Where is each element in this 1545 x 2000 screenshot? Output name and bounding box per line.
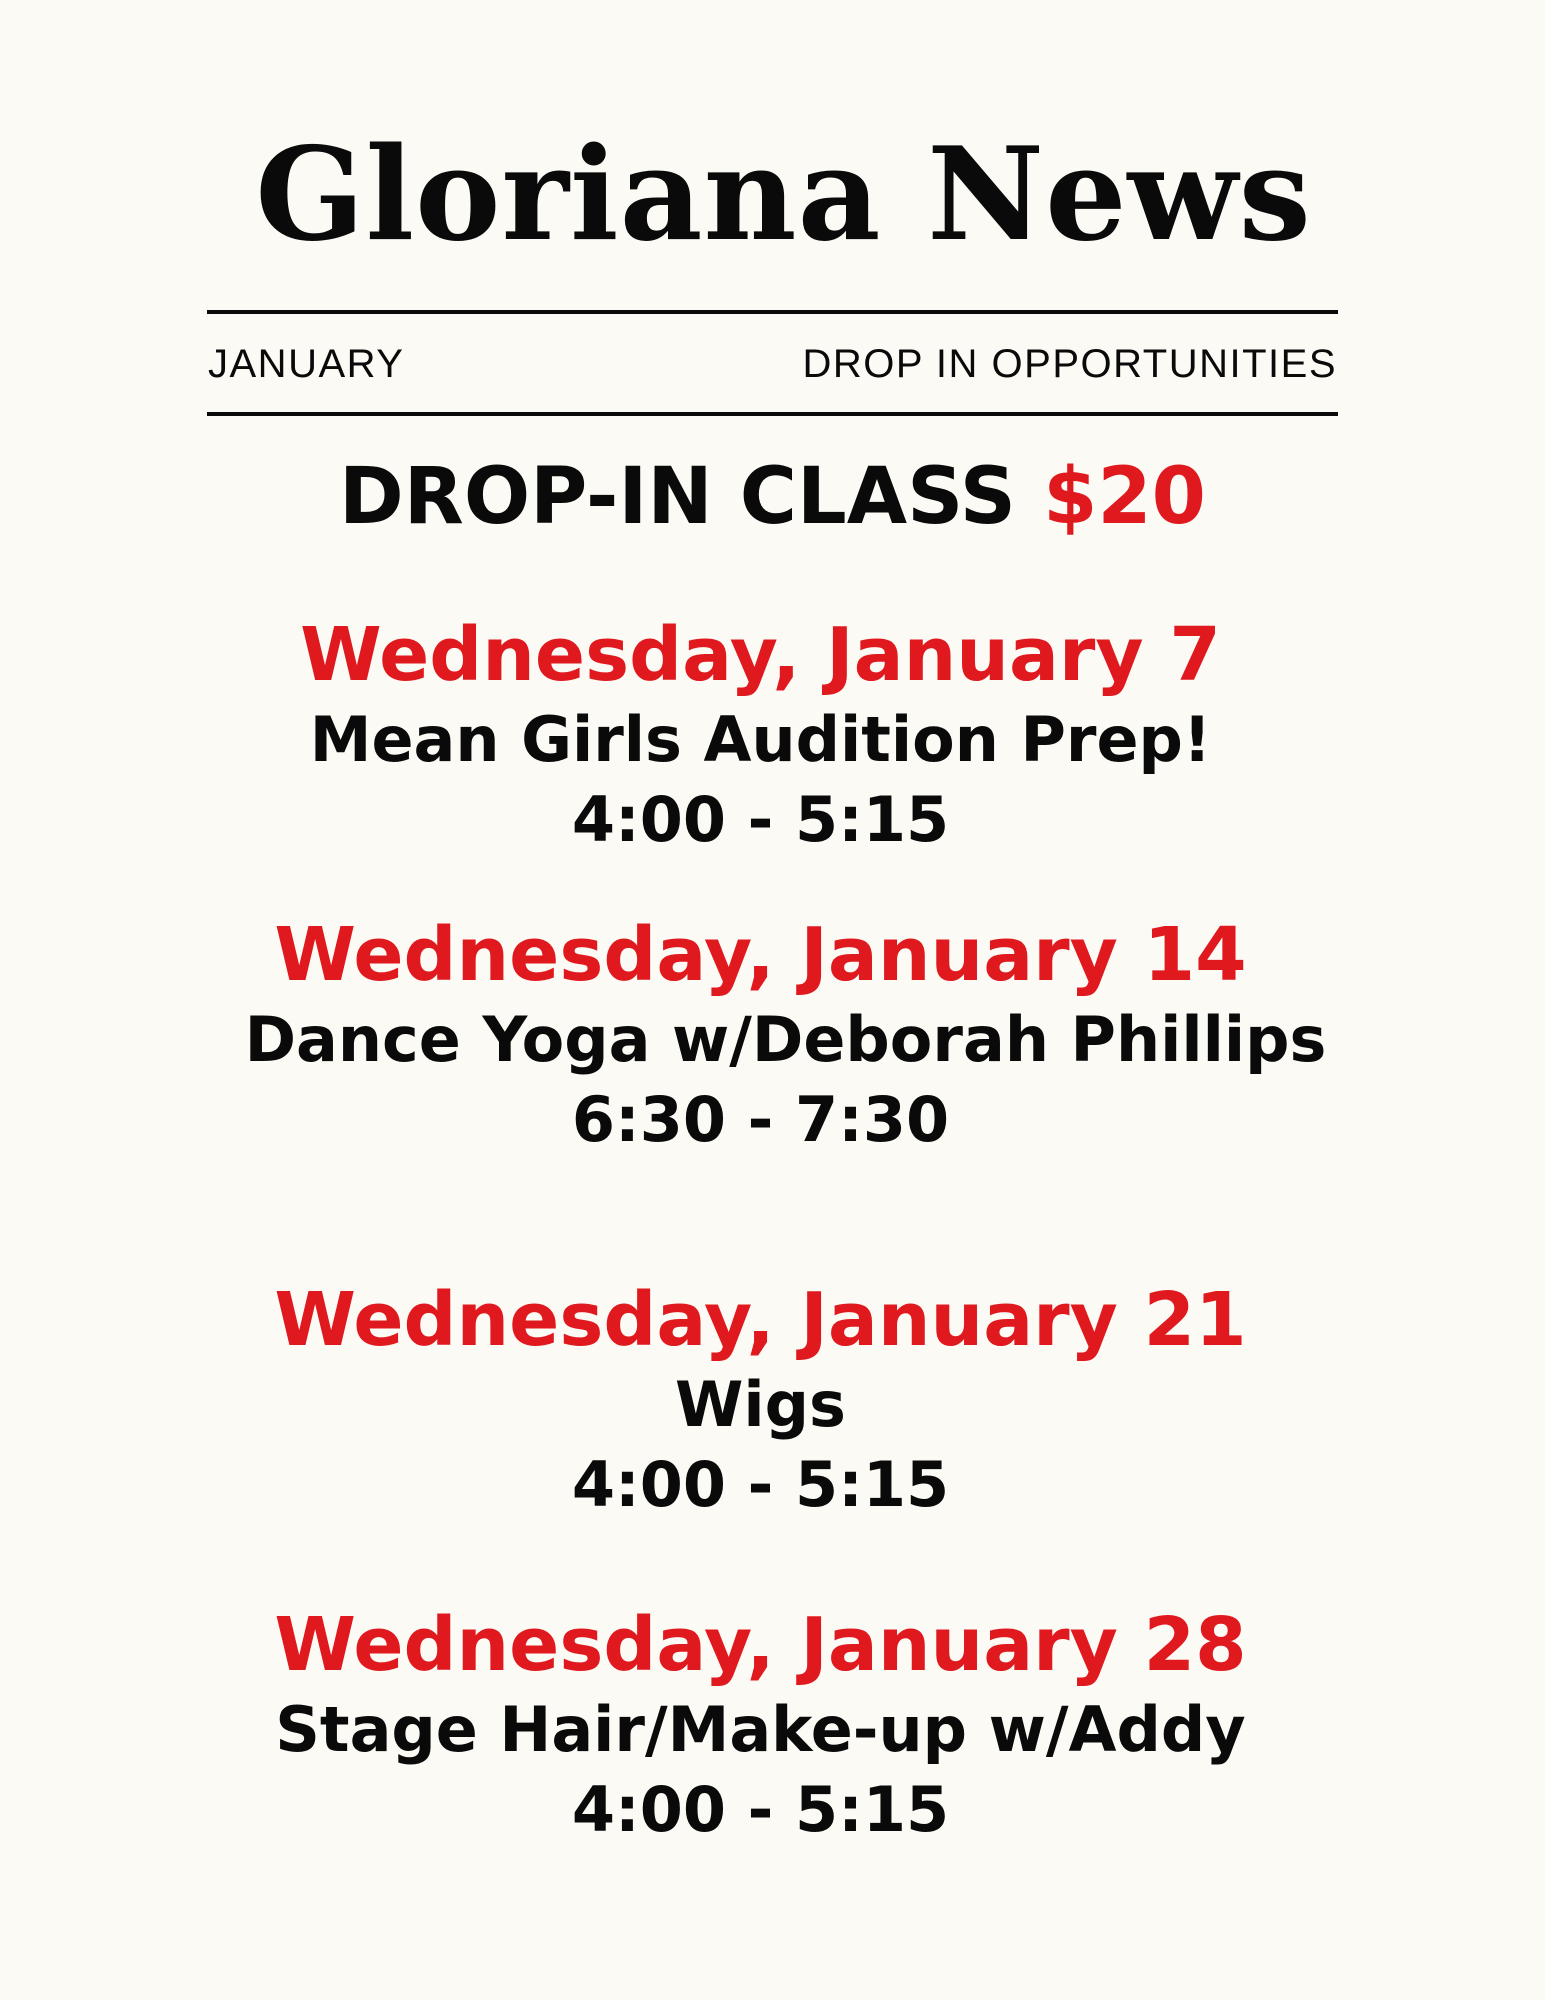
event-time: 4:00 - 5:15 [571, 1448, 950, 1521]
top-divider [207, 310, 1338, 314]
event-item [0, 1600, 1533, 1850]
event-title: Dance Yoga w/Deborah Phillips [244, 1003, 1327, 1076]
bottom-divider [207, 412, 1338, 416]
event-date: Wednesday, January 28 [274, 1602, 1247, 1688]
event-date: Wednesday, January 7 [300, 612, 1221, 698]
event-time: 6:30 - 7:30 [571, 1083, 950, 1156]
newspaper-title: Gloriana News [255, 120, 1312, 270]
month-label: JANUARY [208, 342, 405, 386]
headline [0, 447, 1545, 547]
event-title: Mean Girls Audition Prep! [309, 703, 1212, 776]
event-title: Stage Hair/Make-up w/Addy [275, 1693, 1246, 1766]
headline-text: DROP-IN CLASS [339, 452, 1016, 542]
event-title: Wigs [675, 1368, 846, 1441]
event-time: 4:00 - 5:15 [571, 783, 950, 856]
event-date: Wednesday, January 14 [274, 912, 1247, 998]
event-time: 4:00 - 5:15 [571, 1773, 950, 1846]
price-label: $20 [1043, 452, 1206, 542]
event-item [0, 610, 1533, 860]
masthead-container [0, 100, 1545, 290]
event-item [0, 910, 1533, 1160]
section-label: DROP IN OPPORTUNITIES [802, 342, 1337, 386]
event-item [0, 1275, 1533, 1525]
event-date: Wednesday, January 21 [274, 1277, 1247, 1363]
